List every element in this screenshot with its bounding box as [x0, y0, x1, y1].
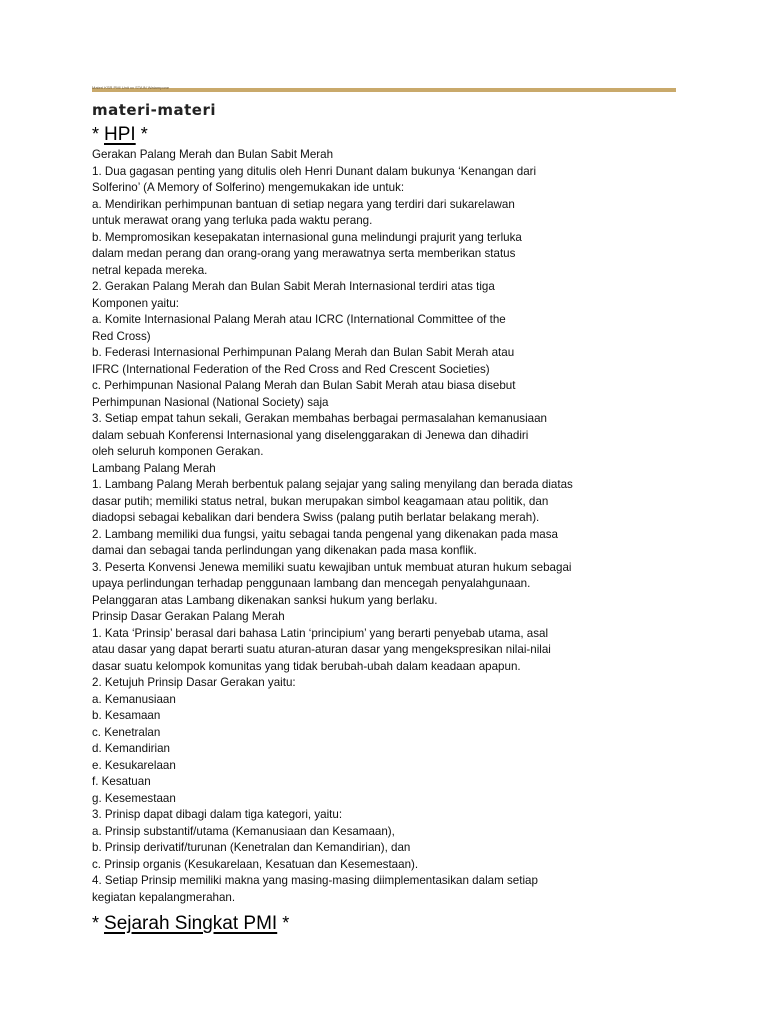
text-line: diadopsi sebagai kebalikan dari bendera Swiss (palang putih berlatar belakang merah).	[92, 511, 540, 524]
text-line: b. Prinsip derivatif/turunan (Kenetralan dan Kemandirian), dan	[92, 841, 411, 854]
text-line: e. Kesukarelaan	[92, 758, 176, 772]
text-line: Solferino’ (A Memory of Solferino) mengemukakan ide untuk:	[92, 181, 405, 194]
text-line: IFRC (International Federation of the Red Cross and Red Crescent Societies)	[92, 362, 490, 376]
text-line: 2. Lambang memiliki dua fungsi, yaitu sebagai tanda pengenal yang dikenakan pada masa	[92, 527, 558, 541]
text-line: a. Komite Internasional Palang Merah atau ICRC (International Committee of the	[92, 313, 506, 326]
text-line: 3. Prinisp dapat dibagi dalam tiga kategori, yaitu:	[92, 808, 343, 821]
text-line: Perhimpunan Nasional (National Society) saja	[92, 395, 329, 409]
text-line: Red Cross)	[92, 329, 151, 343]
text-line: c. Prinsip organis (Kesukarelaan, Kesatuan dan Kesemestaan).	[92, 857, 419, 871]
heading-link[interactable]: HPI	[104, 124, 136, 145]
heading-link[interactable]: Sejarah Singkat PMI	[104, 913, 278, 934]
text-line: 1. Lambang Palang Merah berbentuk palang sejajar yang saling menyilang dan berada diatas	[92, 478, 573, 491]
text-line: Komponen yaitu:	[92, 296, 180, 310]
heading-prefix: *	[92, 913, 105, 933]
heading-sejarah	[92, 910, 676, 936]
text-line: 3. Peserta Konvensi Jenewa memiliki suatu kewajiban untuk membuat aturan hukum sebagai	[92, 560, 572, 574]
text-line: atau dasar yang dapat berarti suatu aturan-aturan dasar yang mengekspresikan nilai-nilai	[92, 643, 551, 656]
text-line: d. Kemandirian	[92, 742, 170, 755]
heading-hpi	[92, 121, 676, 147]
text-line: f. Kesatuan	[92, 775, 151, 788]
text-line: dasar suatu kelompok komunitas yang tidak berubah-ubah dalam keadaan apapun.	[92, 659, 521, 673]
section-title: materi-materi	[92, 101, 216, 119]
text-line: untuk merawat orang yang terluka pada waktu perang.	[92, 214, 373, 227]
text-line: 2. Ketujuh Prinsip Dasar Gerakan yaitu:	[92, 676, 296, 689]
text-line: Gerakan Palang Merah dan Bulan Sabit Merah	[92, 148, 334, 161]
text-line: 1. Dua gagasan penting yang ditulis oleh Henri Dunant dalam bukunya ‘Kenangan dari	[92, 164, 537, 178]
text-line: 3. Setiap empat tahun sekali, Gerakan membahas berbagai permasalahan kemanusiaan	[92, 412, 548, 425]
header-rule	[92, 88, 676, 92]
text-line: a. Kemanusiaan	[92, 692, 176, 706]
text-line: Prinsip Dasar Gerakan Palang Merah	[92, 610, 285, 623]
text-line: kegiatan kepalangmerahan.	[92, 890, 236, 904]
text-line: upaya perlindungan terhadap penggunaan lambang dan mencegah penyalahgunaan.	[92, 577, 531, 590]
heading-prefix: *	[92, 124, 105, 144]
text-line: b. Kesamaan	[92, 709, 161, 722]
text-line: c. Kenetralan	[92, 725, 161, 739]
text-line: netral kepada mereka.	[92, 263, 208, 277]
text-line: g. Kesemestaan	[92, 791, 176, 805]
text-line: Lambang Palang Merah	[92, 461, 216, 475]
text-line: a. Mendirikan perhimpunan bantuan di setiap negara yang terdiri dari sukarelawan	[92, 197, 515, 211]
header-strip	[92, 86, 676, 92]
text-line: Pelanggaran atas Lambang dikenakan sanksi hukum yang berlaku.	[92, 593, 438, 607]
text-line: dalam medan perang dan orang-orang yang merawatnya serta memberikan status	[92, 247, 516, 260]
text-line: dasar putih; memiliki status netral, bukan merupakan simbol keagamaan atau politik, dan	[92, 494, 549, 508]
text-line: oleh seluruh komponen Gerakan.	[92, 445, 264, 458]
text-line: c. Perhimpunan Nasional Palang Merah dan Bulan Sabit Merah atau biasa disebut	[92, 379, 516, 392]
header-small-text: Materi KSR PMI Unit xx STAIN Watampone	[92, 85, 170, 90]
body-text	[92, 147, 676, 906]
text-line: 1. Kata ‘Prinsip’ berasal dari bahasa Latin ‘principium’ yang berarti penyebab utama, asal	[92, 626, 549, 640]
document-page	[92, 86, 676, 936]
text-line: damai dan sebagai tanda perlindungan yang dikenakan pada masa konflik.	[92, 544, 477, 557]
text-line: 2. Gerakan Palang Merah dan Bulan Sabit Merah Internasional terdiri atas tiga	[92, 280, 495, 293]
text-line: b. Mempromosikan kesepakatan internasional guna melindungi prajurit yang terluka	[92, 230, 522, 244]
text-line: b. Federasi Internasional Perhimpunan Palang Merah dan Bulan Sabit Merah atau	[92, 346, 515, 359]
text-line: 4. Setiap Prinsip memiliki makna yang masing-masing diimplementasikan dalam setiap	[92, 874, 538, 887]
heading-suffix: *	[277, 913, 290, 933]
text-line: a. Prinsip substantif/utama (Kemanusiaan dan Kesamaan),	[92, 824, 395, 838]
heading-suffix: *	[135, 124, 148, 144]
text-line: dalam sebuah Konferensi Internasional yang diselenggarakan di Jenewa dan dihadiri	[92, 428, 529, 442]
